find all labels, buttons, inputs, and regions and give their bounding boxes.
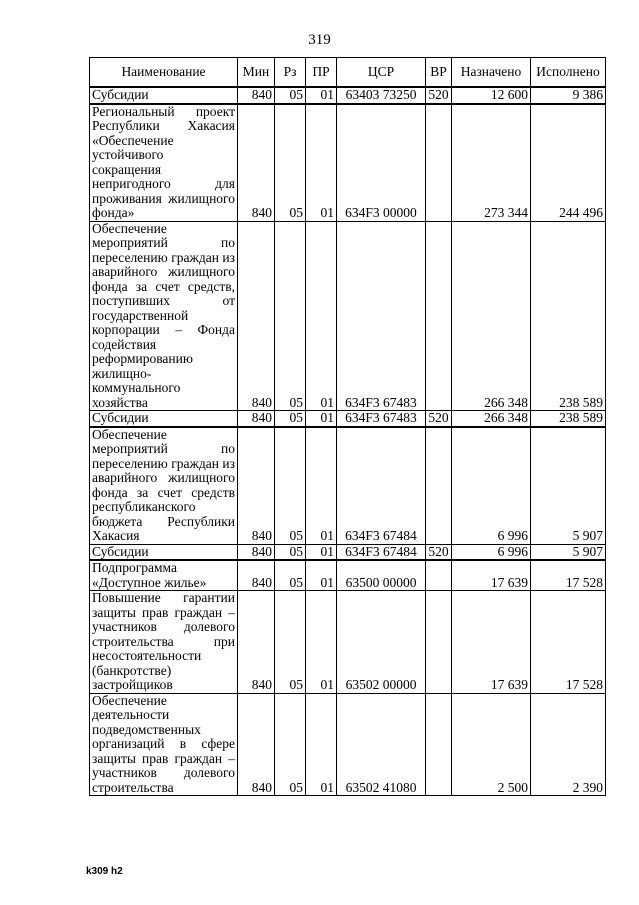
row-csr: 63502 00000: [337, 591, 426, 694]
row-vr: [426, 104, 452, 222]
table-row: [90, 87, 606, 104]
row-csr: 634F3 67483: [337, 411, 426, 427]
row-pr: 01: [306, 104, 337, 222]
header-rz: Рз: [275, 58, 306, 88]
row-vr: [426, 427, 452, 545]
budget-table: [89, 57, 606, 796]
row-name: Субсидии: [90, 544, 238, 560]
row-rz: 05: [275, 544, 306, 560]
row-pr: 01: [306, 544, 337, 560]
row-min: 840: [238, 693, 275, 796]
row-min: 840: [238, 221, 275, 411]
row-rz: 05: [275, 104, 306, 222]
row-name: Подпрограмма «Доступное жилье»: [90, 560, 238, 591]
row-executed: 238 589: [531, 221, 606, 411]
row-vr: [426, 591, 452, 694]
row-name: Обеспечение мероприятий по переселению граждан из аварийного жилищного фонда за счет средств, поступивших от государственной корпорации – Фонда содействия реформированию жилищно-коммунального хозяйства: [90, 221, 238, 411]
table-row: [90, 544, 606, 560]
row-min: 840: [238, 87, 275, 104]
row-name: Региональный проект Республики Хакасия «Обеспечение устойчивого сокращения непригодного для проживания жилищного фонда»: [90, 104, 238, 222]
row-name: Обеспечение мероприятий по переселению граждан из аварийного жилищного фонда за счет средств республиканского бюджета Республики Хакасия: [90, 427, 238, 545]
row-assigned: 6 996: [452, 427, 531, 545]
header-csr: ЦСР: [337, 58, 426, 88]
header-pr: ПР: [306, 58, 337, 88]
row-pr: 01: [306, 591, 337, 694]
row-name: Обеспечение деятельности подведомственных организаций в сфере защиты прав граждан – участников долевого строительства: [90, 693, 238, 796]
row-pr: 01: [306, 560, 337, 591]
row-min: 840: [238, 591, 275, 694]
row-executed: 5 907: [531, 427, 606, 545]
row-min: 840: [238, 104, 275, 222]
header-min: Мин: [238, 58, 275, 88]
row-rz: 05: [275, 693, 306, 796]
row-pr: 01: [306, 427, 337, 545]
row-assigned: 2 500: [452, 693, 531, 796]
table-row: [90, 591, 606, 694]
row-pr: 01: [306, 87, 337, 104]
row-pr: 01: [306, 693, 337, 796]
row-assigned: 17 639: [452, 591, 531, 694]
row-csr: 634F3 67484: [337, 427, 426, 545]
row-min: 840: [238, 560, 275, 591]
row-vr: 520: [426, 544, 452, 560]
table-row: [90, 560, 606, 591]
row-executed: 238 589: [531, 411, 606, 427]
row-min: 840: [238, 411, 275, 427]
row-assigned: 273 344: [452, 104, 531, 222]
header-name: Наименование: [90, 58, 238, 88]
row-executed: 244 496: [531, 104, 606, 222]
row-pr: 01: [306, 221, 337, 411]
row-assigned: 266 348: [452, 221, 531, 411]
header-assigned: Назначено: [452, 58, 531, 88]
table-row: [90, 411, 606, 427]
row-csr: 63500 00000: [337, 560, 426, 591]
row-pr: 01: [306, 411, 337, 427]
row-csr: 63403 73250: [337, 87, 426, 104]
row-vr: [426, 693, 452, 796]
row-name: Субсидии: [90, 411, 238, 427]
row-assigned: 6 996: [452, 544, 531, 560]
table-header-row: [90, 58, 606, 88]
row-executed: 2 390: [531, 693, 606, 796]
row-rz: 05: [275, 87, 306, 104]
row-executed: 17 528: [531, 591, 606, 694]
header-vr: ВР: [426, 58, 452, 88]
row-executed: 5 907: [531, 544, 606, 560]
row-vr: 520: [426, 87, 452, 104]
row-vr: [426, 560, 452, 591]
row-assigned: 12 600: [452, 87, 531, 104]
table-row: [90, 221, 606, 411]
row-rz: 05: [275, 560, 306, 591]
row-name: Повышение гарантии защиты прав граждан – участников долевого строительства при несостоятельности (банкротстве) застройщиков: [90, 591, 238, 694]
row-rz: 05: [275, 411, 306, 427]
row-min: 840: [238, 544, 275, 560]
table-row: [90, 104, 606, 222]
row-rz: 05: [275, 591, 306, 694]
row-csr: 634F3 67483: [337, 221, 426, 411]
row-rz: 05: [275, 427, 306, 545]
row-csr: 634F3 67484: [337, 544, 426, 560]
row-executed: 17 528: [531, 560, 606, 591]
row-name: Субсидии: [90, 87, 238, 104]
row-vr: 520: [426, 411, 452, 427]
page-number: 319: [308, 32, 331, 48]
row-vr: [426, 221, 452, 411]
row-csr: 634F3 00000: [337, 104, 426, 222]
row-assigned: 17 639: [452, 560, 531, 591]
table-row: [90, 427, 606, 545]
row-executed: 9 386: [531, 87, 606, 104]
table-row: [90, 693, 606, 796]
row-min: 840: [238, 427, 275, 545]
footer-code: k309 h2: [86, 866, 123, 877]
header-executed: Исполнено: [531, 58, 606, 88]
row-csr: 63502 41080: [337, 693, 426, 796]
row-assigned: 266 348: [452, 411, 531, 427]
row-rz: 05: [275, 221, 306, 411]
